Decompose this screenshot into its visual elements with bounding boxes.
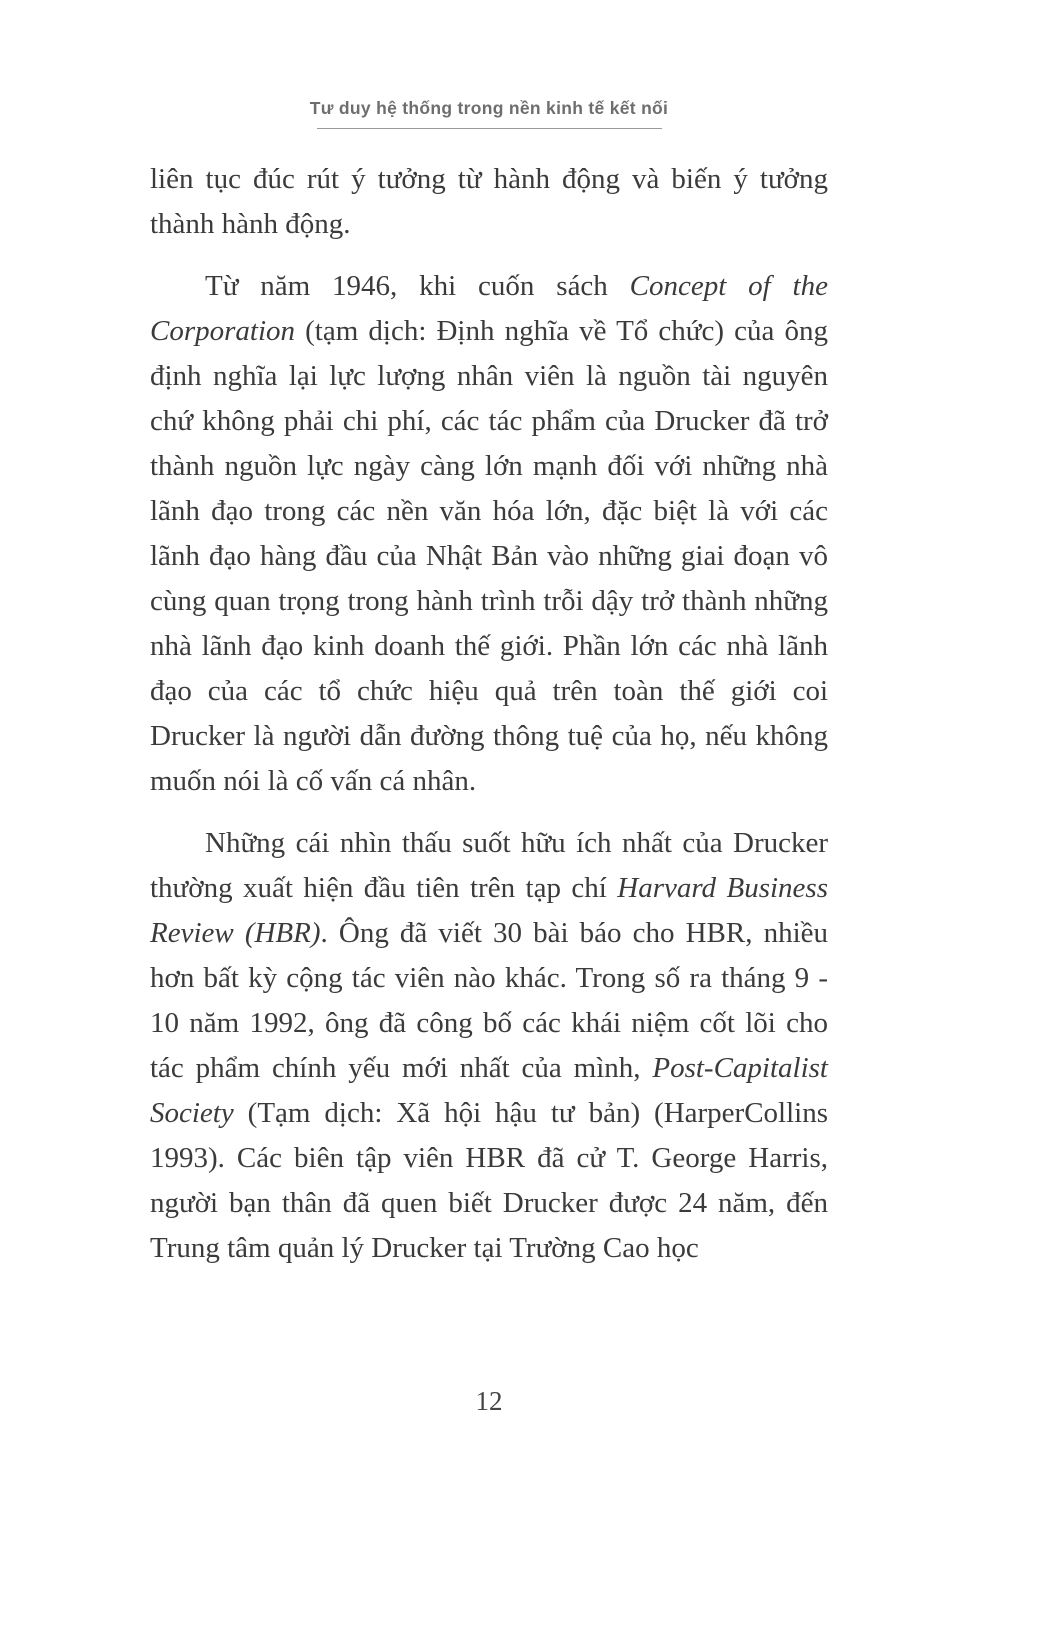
text-run: . Ông đã viết 30 bài báo cho HBR, nhiều hơn bất kỳ cộng tác viên nào khác. Trong số ra tháng 9 - 10 năm 1992, ông đã công bố các khái niệm cốt lõi cho tác phẩm chính yếu mới nhất của mình,	[150, 917, 829, 1084]
text-run: Từ năm 1946, khi cuốn sách	[205, 270, 630, 302]
page-footer	[150, 1386, 828, 1417]
paragraph	[150, 821, 828, 1271]
italic-text-run: Harvard Business Review (HBR)	[150, 872, 828, 949]
page-number: 12	[475, 1386, 503, 1416]
text-run: (tạm dịch: Định nghĩa về Tổ chức) của ông định nghĩa lại lực lượng nhân viên là nguồn tài nguyên chứ không phải chi phí, các tác phẩm của Drucker đã trở thành nguồn lực ngày càng lớn mạnh đối với những nhà lãnh đạo trong các nền văn hóa lớn, đặc biệt là với các lãnh đạo hàng đầu của Nhật Bản vào những giai đoạn vô cùng quan trọng trong hành trình trỗi dậy trở thành những nhà lãnh đạo kinh doanh thế giới. Phần lớn các nhà lãnh đạo của các tổ chức hiệu quả trên toàn thế giới coi Drucker là người dẫn đường thông tuệ của họ, nếu không muốn nói là cố vấn cá nhân.	[150, 315, 828, 797]
paragraph	[150, 264, 828, 804]
paragraph	[150, 157, 828, 247]
text-run: (Tạm dịch: Xã hội hậu tư bản) (HarperCollins 1993). Các biên tập viên HBR đã cử T. George Harris, người bạn thân đã quen biết Drucker được 24 năm, đến Trung tâm quản lý Drucker tại Trường Cao học	[150, 1097, 828, 1264]
italic-text-run: Post-Capitalist Society	[150, 1052, 828, 1129]
content-column	[150, 0, 828, 1288]
italic-text-run: Concept of the Corporation	[150, 270, 828, 347]
header-rule	[317, 128, 662, 129]
text-run: liên tục đúc rút ý tưởng từ hành động và biến ý tưởng thành hành động.	[150, 163, 828, 240]
running-title: Tư duy hệ thống trong nền kinh tế kết nối	[309, 98, 669, 118]
text-run: Những cái nhìn thấu suốt hữu ích nhất của Drucker thường xuất hiện đầu tiên trên tạp chí	[150, 827, 828, 904]
page-header	[150, 98, 828, 129]
body-text	[150, 157, 828, 1271]
